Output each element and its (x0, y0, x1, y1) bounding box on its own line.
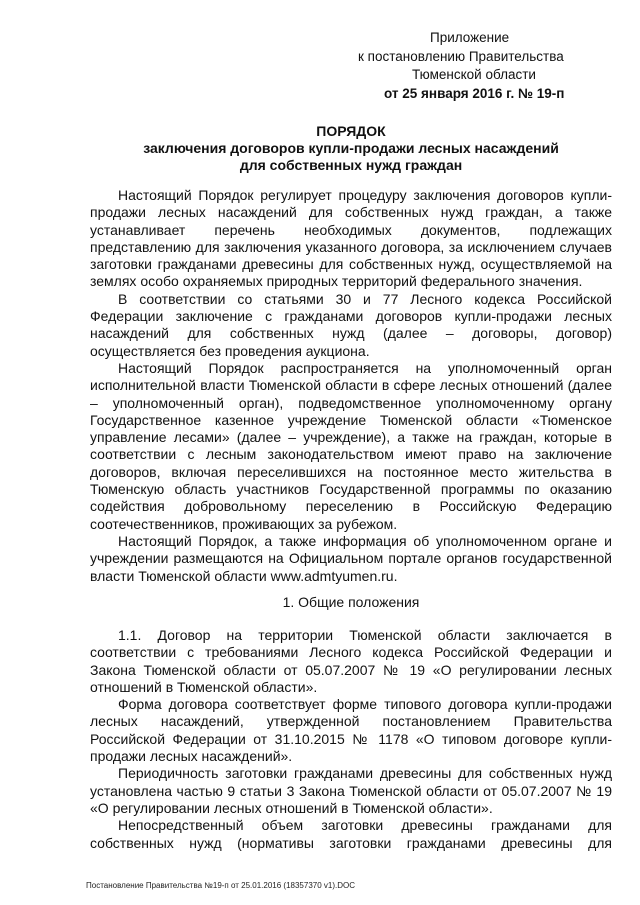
appendix-resolution: к постановлению Правительства (358, 49, 564, 64)
appendix-label: Приложение (430, 30, 510, 45)
section-paragraph: 1.1. Договор на территории Тюменской области заключается в соответствии с требованиями Лесного кодекса Российской Федерации и Закона Тюменской области от 05.07.2007 № 19 «О регулировании лесных отношений в Тюменской области». (90, 627, 612, 695)
appendix-region: Тюменской области (412, 67, 536, 82)
appendix-date-number: от 25 января 2016 г. № 19-п (384, 86, 565, 101)
intro-paragraph: Настоящий Порядок, а также информация об уполномоченном органе и учреждении размещаются на Официальном портале органов государственной власти Тюменской области www.admtyumen.ru. (90, 532, 612, 584)
intro-paragraph: Настоящий Порядок регулирует процедуру заключения договоров купли-продажи лесных насаждений для собственных нужд граждан, а также устанавливает перечень необходимых документов, подлежащих представлению для заключения указанного договора, за исключением случаев заготовки гражданами древесины для собственных нужд, осуществляемой на землях особо охраняемых природных территорий федерального значения. (90, 187, 612, 290)
section-paragraph: Форма договора соответствует форме типового договора купли-продажи лесных насаждений, утвержденной постановлением Правительства Российской Федерации от 31.10.2015 № 1178 «О типовом договоре купли-продажи лесных насаждений». (90, 696, 612, 765)
section-paragraph: Периодичность заготовки гражданами древесины для собственных нужд установлена частью 9 статьи 3 Закона Тюменской области от 05.07.2007 № 19 «О регулировании лесных отношений в Тюменской области». (90, 765, 612, 816)
section-heading: 1. Общие положения (282, 594, 420, 610)
file-footer: Постановление Правительства №19-п от 25.01.2016 (18357370 v1).DOC (86, 881, 356, 890)
doc-subtitle-1: заключения договоров купли-продажи лесных насаждений (143, 140, 559, 156)
section-paragraph: Непосредственный объем заготовки древесины гражданами для собственных нужд (нормативы заготовки гражданами древесины для (90, 817, 612, 851)
section-1-body (90, 627, 612, 852)
intro-paragraph: Настоящий Порядок распространяется на уполномоченный орган исполнительной власти Тюменской области в сфере лесных отношений (далее – уполномоченный орган), подведомственное уполномоченному органу Государственное казенное учреждение Тюменской области «Тюменское управление лесами» (далее – учреждение), а также на граждан, которые в соответствии с лесным законодательством имеют право на заключение договоров, включая переселившихся на постоянное место жительства в Тюменскую область участников Государственной программы по оказанию содействия добровольному переселению в Российскую Федерацию соотечественников, проживающих за рубежом. (90, 359, 612, 532)
intro-paragraph: В соответствии со статьями 30 и 77 Лесного кодекса Российской Федерации заключение с гражданами договоров купли-продажи лесных насаждений для собственных нужд (далее – договоры, договор) осуществляется без проведения аукциона. (90, 290, 612, 359)
doc-title: ПОРЯДОК (316, 123, 386, 139)
doc-subtitle-2: для собственных нужд граждан (239, 157, 463, 173)
intro-section (90, 187, 612, 585)
